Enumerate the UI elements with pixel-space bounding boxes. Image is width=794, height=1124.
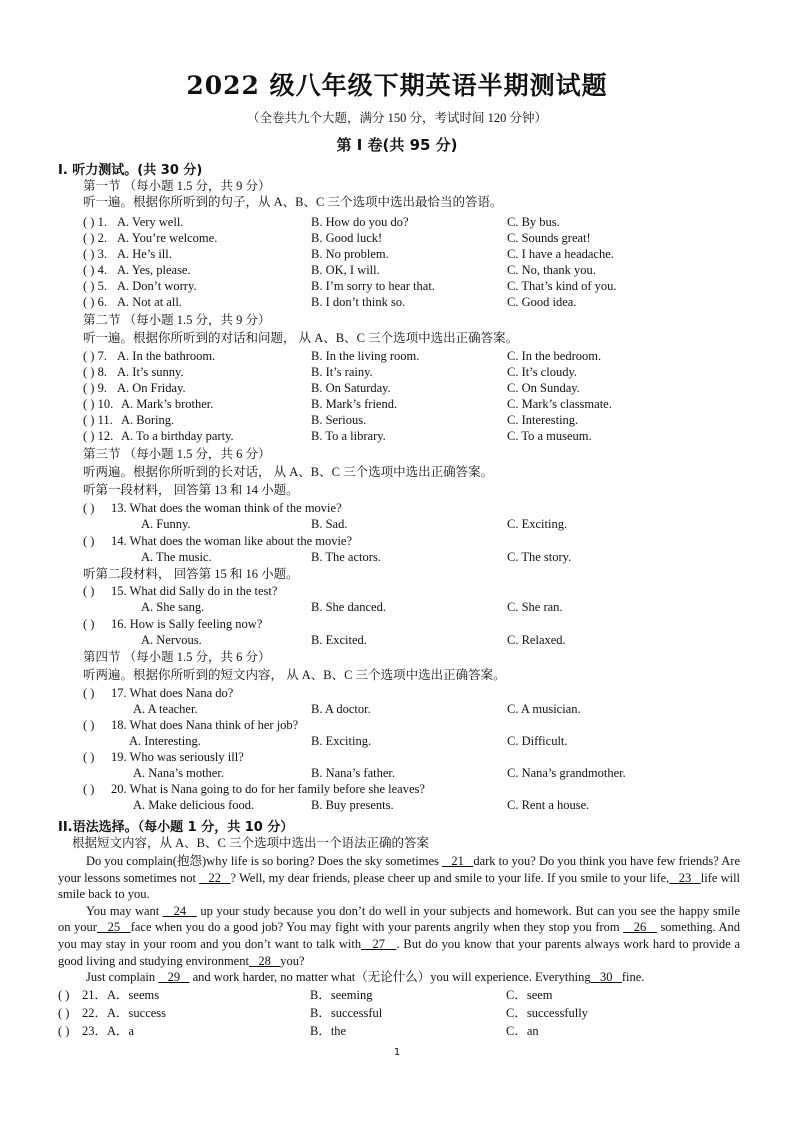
passage-text: dark to you? Do you think you have few friends? Are your lessons sometimes not [58,854,741,885]
page-number: 1 [393,1047,401,1058]
option-c: C．seem [506,988,553,1002]
option-a: 22．A．success [82,1006,167,1020]
blank-29: 29 [158,970,190,985]
option-b: B. A doctor. [311,702,371,716]
option-b: B. On Saturday. [311,381,391,395]
answer-paren: ( ) [83,617,95,631]
question-row [83,428,763,444]
option-b: B．seeming [310,988,373,1002]
option-c: C. Exciting. [507,517,568,531]
answer-paren: ( ) 4. [83,263,107,277]
s2-head: 第二节 （每小题 1.5 分，共 9 分） [83,313,271,327]
option-b: B. Sad. [311,517,348,531]
question-row [83,364,763,380]
option-b: B. To a library. [311,429,386,443]
option-b: B. OK, I will. [311,263,380,277]
option-c: C. In the bedroom. [507,349,602,363]
options-row [83,516,763,532]
question-row [83,230,763,246]
exam-subtitle: （全卷共九个大题，满分 150 分，考试时间 120 分钟） [246,111,547,125]
option-a: A. Very well. [117,215,184,229]
option-a: A. Nervous. [141,633,202,647]
answer-paren: ( ) [58,988,70,1002]
option-a: A. Make delicious food. [133,798,255,812]
question-row [83,412,763,428]
option-a: A. You’re welcome. [117,231,218,245]
option-b: B. She danced. [311,600,386,614]
s1-instruction: 听一遍。根据你所听到的句子，从 A、B、C 三个选项中选出最恰当的答语。 [83,195,503,209]
option-c: C. That’s kind of you. [507,279,617,293]
answer-paren: ( ) [83,750,95,764]
question-row [83,262,763,278]
passage-text: Do you complain(抱怨)why life is so boring? Does the sky sometimes [86,854,442,868]
blank-26: 26 [623,920,657,935]
answer-paren: ( ) [58,1024,70,1038]
answer-paren: ( ) 3. [83,247,107,261]
option-a: 21．A．seems [82,988,160,1002]
option-c: C. Mark’s classmate. [507,397,612,411]
option-b: B. Excited. [311,633,367,647]
answer-paren: ( ) [83,782,95,796]
options-row [83,599,763,615]
option-c: C. A musician. [507,702,581,716]
option-c: C. Sounds great! [507,231,591,245]
option-a: A. He’s ill. [117,247,172,261]
passage-text: ? Well, my dear friends, please cheer up and smile to your life. If you smile to your life, [230,870,670,885]
option-c: C. Interesting. [507,413,579,427]
answer-paren: ( ) [83,501,95,515]
option-b: B. Good luck! [311,231,383,245]
passage-text: . But do you know that your parents always work hard to provide a good living and studying environment [58,936,741,968]
option-b: B．successful [310,1006,383,1020]
blank-23: 23 [669,870,701,885]
option-b: B. Nana’s father. [311,766,396,780]
question-text: 14. What does the woman like about the movie? [111,534,353,548]
option-c: C. To a museum. [507,429,592,443]
option-a: A. The music. [141,550,212,564]
answer-paren: ( ) [58,1006,70,1020]
option-b: B. The actors. [311,550,381,564]
question-row [83,380,763,396]
s1-head: 第一节 （每小题 1.5 分，共 9 分） [83,179,271,193]
blank-21: 21 [442,854,474,868]
option-c: C. She ran. [507,600,563,614]
options-row [83,765,763,781]
part-title: 第 Ⅰ 卷(共 95 分) [336,136,458,154]
s3-material-2: 听第二段材料， 回答第 15 和 16 小题。 [83,567,299,581]
option-c: C. I have a headache. [507,247,614,261]
options-row [83,632,763,648]
section2-heading: II.语法选择。（每小题 1 分，共 10 分） [58,820,294,835]
option-b: B. I’m sorry to hear that. [311,279,435,293]
option-a: A. Nana’s mother. [133,766,224,780]
passage-paragraph-3 [58,969,740,986]
option-a: A. A teacher. [133,702,198,716]
options-row [83,549,763,565]
answer-paren: ( ) 10. [83,397,114,411]
answer-paren: ( ) 12. [83,429,114,443]
question-text: 18. What does Nana think of her job? [111,718,299,732]
passage-text: Just complain [86,970,159,985]
option-c: C. Good idea. [507,295,577,309]
answer-paren: ( ) 8. [83,365,107,379]
option-a: A. She sang. [141,600,205,614]
option-c: C. It’s cloudy. [507,365,578,379]
answer-paren: ( ) [83,718,95,732]
option-c: C．an [506,1024,539,1038]
answer-paren: ( ) 6. [83,295,107,309]
question-text: 19. Who was seriously ill? [111,750,244,764]
option-a: A. Mark’s brother. [121,397,214,411]
option-a: A. Boring. [121,413,175,427]
passage-text: something. And you may stay in your room and you don’t want to talk with [58,920,741,951]
s4-instruction: 听两遍。根据你所听到的短文内容， 从 A、B、C 三个选项中选出正确答案。 [83,668,506,682]
option-c: C. Relaxed. [507,633,566,647]
option-b: B. Buy presents. [311,798,394,812]
option-b: B. How do you do? [311,215,409,229]
grammar-passage [58,853,740,986]
option-c: C. No, thank you. [507,263,596,277]
answer-paren: ( ) [83,686,95,700]
question-row [58,1005,758,1022]
passage-paragraph-2 [58,903,740,969]
option-c: C. The story. [507,550,572,564]
question-text: 17. What does Nana do? [111,686,234,700]
option-b: B. Exciting. [311,734,372,748]
answer-paren: ( ) [83,584,95,598]
question-text: 15. What did Sally do in the test? [111,584,278,598]
answer-paren: ( ) 2. [83,231,107,245]
question-row [83,396,763,412]
question-row [83,214,763,230]
question-text: 13. What does the woman think of the movie? [111,501,342,515]
question-row [58,1023,758,1040]
option-a: A. Funny. [141,517,191,531]
passage-text: you? [280,953,305,968]
option-b: B. Mark’s friend. [311,397,398,411]
answer-paren: ( ) 5. [83,279,107,293]
question-text: 16. How is Sally feeling now? [111,617,263,631]
option-a: 23．A．a [82,1024,135,1038]
blank-22: 22 [199,870,231,885]
blank-25: 25 [96,920,131,935]
s2-grammar-instruction: 根据短文内容，从 A、B、C 三个选项中选出一个语法正确的答案 [72,836,429,850]
option-a: A. Don’t worry. [117,279,197,293]
question-row [83,278,763,294]
option-c: C. On Sunday. [507,381,580,395]
option-b: B. No problem. [311,247,389,261]
blank-30: 30 [590,970,622,985]
option-a: A. Not at all. [117,295,182,309]
blank-24: 24 [162,903,197,918]
exam-title: 2022 级八年级下期英语半期测试题 [186,71,608,100]
option-a: A. It’s sunny. [117,365,184,379]
passage-text: fine. [621,970,645,985]
answer-paren: ( ) [83,534,95,548]
option-a: A. Yes, please. [117,263,191,277]
blank-28: 28 [248,953,281,968]
option-c: C．successfully [506,1006,588,1020]
passage-text: life will smile back to you. [58,870,741,902]
options-row [83,701,763,717]
answer-paren: ( ) 7. [83,349,107,363]
s2-instruction: 听一遍。根据你所听到的对话和问题， 从 A、B、C 三个选项中选出正确答案。 [83,331,519,345]
passage-text: You may want [86,903,163,918]
blank-27: 27 [361,936,397,951]
option-a: A. In the bathroom. [117,349,216,363]
section1-heading: I. 听力测试。(共 30 分) [58,163,203,178]
option-b: B. In the living room. [311,349,420,363]
question-row [83,294,763,310]
s3-material-1: 听第一段材料， 回答第 13 和 14 小题。 [83,483,299,497]
option-b: B. Serious. [311,413,367,427]
option-a: A. Interesting. [129,734,201,748]
option-c: C. Nana’s grandmother. [507,766,626,780]
passage-text: face when you do a good job? You may fight with your parents angrily when they stop you from [130,920,624,935]
question-text: 20. What is Nana going to do for her family before she leaves? [111,782,425,796]
question-row [83,348,763,364]
answer-paren: ( ) 1. [83,215,107,229]
option-b: B. I don’t think so. [311,295,406,309]
option-b: B. It’s rainy. [311,365,373,379]
answer-paren: ( ) 11. [83,413,113,427]
option-b: B．the [310,1024,347,1038]
passage-text: and work harder, no matter what（无论什么）you will experience. Everything [189,970,591,985]
s3-instruction: 听两遍。根据你所听到的长对话， 从 A、B、C 三个选项中选出正确答案。 [83,465,494,479]
option-c: C. By bus. [507,215,560,229]
question-row [58,987,758,1004]
options-row [83,733,763,749]
option-c: C. Difficult. [507,734,568,748]
s3-head: 第三节 （每小题 1.5 分，共 6 分） [83,447,271,461]
option-c: C. Rent a house. [507,798,590,812]
question-row [83,246,763,262]
s4-head: 第四节 （每小题 1.5 分，共 6 分） [83,650,271,664]
option-a: A. On Friday. [117,381,186,395]
passage-paragraph-1 [58,853,740,903]
options-row [83,797,763,813]
answer-paren: ( ) 9. [83,381,107,395]
passage-text: up your study because you don’t do well in your subjects and homework. But can you see the happy smile on your [58,903,741,935]
option-a: A. To a birthday party. [121,429,234,443]
